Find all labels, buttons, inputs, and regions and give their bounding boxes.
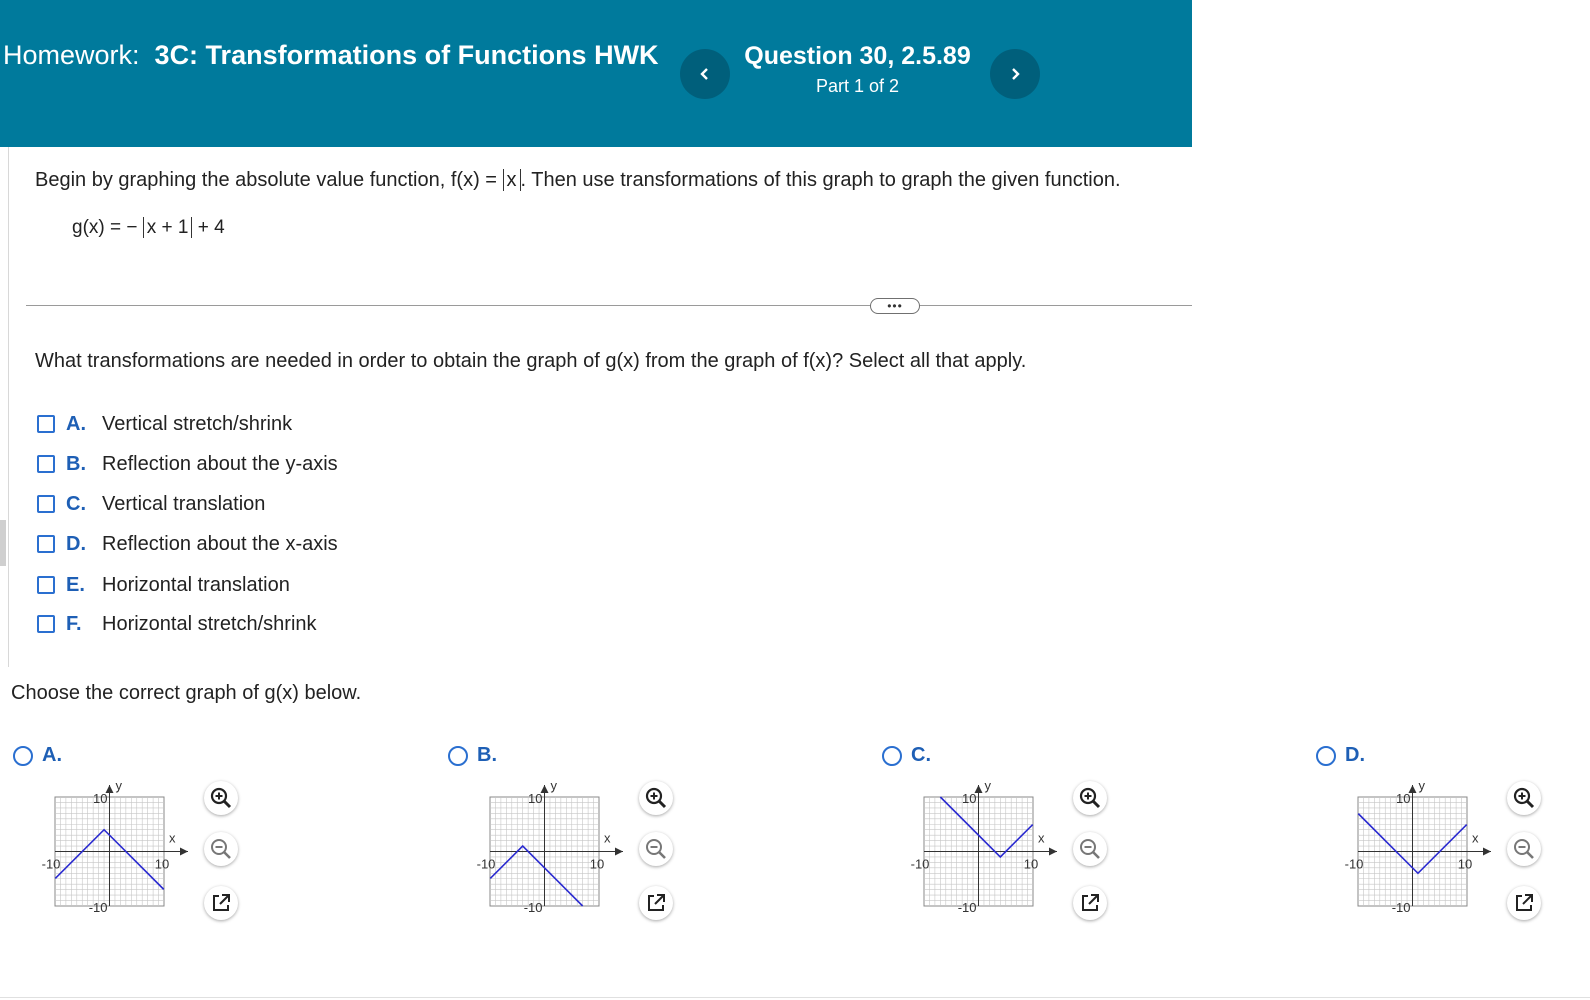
radio-b[interactable] [448, 746, 468, 766]
zoom-in-icon [643, 785, 669, 811]
option-b[interactable] [37, 451, 338, 477]
option-letter: E. [66, 573, 85, 596]
radio-c[interactable] [882, 746, 902, 766]
intro-text: Begin by graphing the absolute value function, f(x) = [35, 169, 503, 191]
y-axis-label: y [1418, 780, 1425, 793]
zoom-in-icon [1077, 785, 1103, 811]
header-bar [0, 0, 1192, 147]
y-tick-max: 10 [93, 791, 108, 806]
zoom-out-icon [208, 836, 234, 862]
popout-button-c[interactable] [1073, 886, 1107, 920]
y-axis-label: y [550, 780, 557, 793]
checkbox-d[interactable] [37, 535, 55, 553]
x-axis-arrow [615, 848, 623, 856]
zoom-out-icon [643, 836, 669, 862]
popout-icon [210, 892, 232, 914]
popout-button-d[interactable] [1507, 886, 1541, 920]
graph-choice-c[interactable] [882, 744, 931, 767]
x-tick-min: -10 [1345, 856, 1364, 872]
abs-x: x [503, 169, 521, 191]
option-letter: D. [66, 532, 86, 555]
section-divider [26, 305, 1192, 306]
checkbox-b[interactable] [37, 455, 55, 473]
zoom-in-icon [1511, 785, 1537, 811]
popout-icon [1513, 892, 1535, 914]
y-tick-min: -10 [523, 900, 543, 915]
option-f[interactable] [37, 611, 317, 637]
resize-handle[interactable] [0, 520, 6, 566]
graph-a[interactable] [42, 780, 192, 925]
zoom-in-button-d[interactable] [1507, 781, 1541, 815]
zoom-out-icon [1077, 836, 1103, 862]
choice-letter: B. [477, 744, 497, 766]
option-letter: B. [66, 452, 86, 475]
x-tick-max: 10 [1023, 856, 1039, 872]
zoom-out-icon [1511, 836, 1537, 862]
x-axis-label: x [604, 830, 611, 846]
g-abs: x + 1 [143, 217, 193, 238]
zoom-in-button-a[interactable] [204, 781, 238, 815]
question2-prompt: Choose the correct graph of g(x) below. [11, 682, 362, 704]
radio-a[interactable] [13, 746, 33, 766]
choice-letter: C. [911, 744, 931, 766]
option-label: Horizontal translation [102, 573, 290, 596]
problem-statement [35, 169, 1121, 192]
x-axis-arrow [1483, 848, 1491, 856]
y-tick-max: 10 [962, 791, 977, 806]
checkbox-e[interactable] [37, 576, 55, 594]
zoom-in-button-c[interactable] [1073, 781, 1107, 815]
x-tick-min: -10 [477, 856, 496, 872]
homework-label: Homework: [3, 40, 140, 70]
zoom-in-icon [208, 785, 234, 811]
popout-button-a[interactable] [204, 886, 238, 920]
y-axis-label: y [984, 780, 991, 793]
x-axis-label: x [169, 830, 176, 846]
zoom-out-button-d[interactable] [1507, 832, 1541, 866]
graph-choice-b[interactable] [448, 744, 497, 767]
y-tick-max: 10 [528, 791, 543, 806]
graph-c[interactable] [911, 780, 1061, 925]
option-label: Vertical stretch/shrink [102, 412, 293, 435]
option-letter: A. [66, 412, 86, 435]
chevron-right-icon [1008, 67, 1022, 81]
y-tick-min: -10 [88, 900, 108, 915]
left-border [8, 147, 9, 667]
radio-d[interactable] [1316, 746, 1336, 766]
question-part: Part 1 of 2 [815, 76, 900, 96]
x-tick-max: 10 [589, 856, 605, 872]
option-d[interactable] [37, 531, 338, 557]
popout-icon [1079, 892, 1101, 914]
x-axis-arrow [1049, 848, 1057, 856]
zoom-out-button-c[interactable] [1073, 832, 1107, 866]
x-axis-label: x [1472, 830, 1479, 846]
assignment-title [3, 40, 659, 70]
y-tick-max: 10 [1396, 791, 1411, 806]
previous-question-button[interactable] [680, 49, 730, 99]
zoom-out-button-a[interactable] [204, 832, 238, 866]
option-label: Reflection about the y-axis [102, 452, 338, 475]
next-question-button[interactable] [990, 49, 1040, 99]
graph-choice-a[interactable] [13, 744, 62, 767]
y-axis-label: y [115, 780, 122, 793]
choice-letter: D. [1345, 744, 1365, 766]
popout-button-b[interactable] [639, 886, 673, 920]
intro-text-end: . Then use transformations of this graph to graph the given function. [520, 169, 1121, 191]
given-function [72, 217, 225, 239]
y-tick-min: -10 [957, 900, 977, 915]
x-tick-max: 10 [1457, 856, 1473, 872]
x-tick-max: 10 [154, 856, 170, 872]
option-letter: C. [66, 492, 86, 515]
graph-b[interactable] [477, 780, 627, 925]
y-tick-min: -10 [1391, 900, 1411, 915]
x-tick-min: -10 [911, 856, 930, 872]
x-axis-arrow [180, 848, 188, 856]
option-letter: F. [66, 612, 82, 635]
option-label: Reflection about the x-axis [102, 532, 338, 555]
checkbox-c[interactable] [37, 495, 55, 513]
option-label: Vertical translation [102, 492, 266, 515]
checkbox-a[interactable] [37, 415, 55, 433]
question-title: Question 30, 2.5.89 [744, 42, 971, 70]
assignment-name: 3C: Transformations of Functions HWK [154, 40, 659, 70]
zoom-out-button-b[interactable] [639, 832, 673, 866]
chevron-left-icon [698, 67, 712, 81]
zoom-in-button-b[interactable] [639, 781, 673, 815]
x-axis-label: x [1038, 830, 1045, 846]
more-button[interactable]: ••• [870, 298, 920, 314]
option-e[interactable] [37, 572, 290, 598]
x-tick-min: -10 [42, 856, 61, 872]
g-prefix: g(x) = − [72, 217, 143, 238]
bottom-divider [0, 997, 1590, 998]
graph-d[interactable] [1345, 780, 1495, 925]
question1-prompt: What transformations are needed in order to obtain the graph of g(x) from the graph of f(x)? Select all that apply. [35, 350, 1027, 372]
checkbox-f[interactable] [37, 615, 55, 633]
graph-choice-d[interactable] [1316, 744, 1365, 767]
option-c[interactable] [37, 491, 265, 517]
popout-icon [645, 892, 667, 914]
option-label: Horizontal stretch/shrink [102, 612, 317, 635]
g-suffix: + 4 [192, 217, 225, 238]
option-a[interactable] [37, 411, 292, 437]
choice-letter: A. [42, 744, 62, 766]
